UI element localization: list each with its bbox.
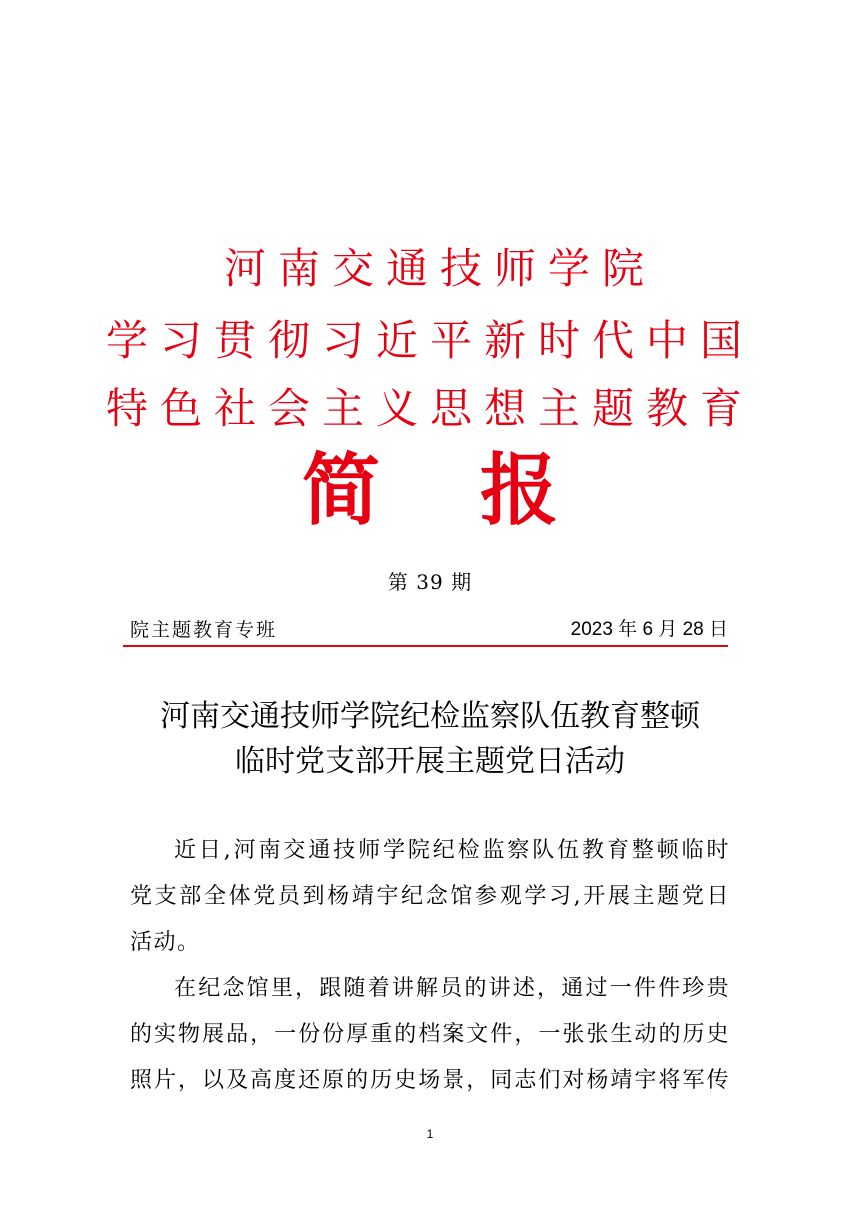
article-title-line-2: 临时党支部开展主题党日活动 — [235, 744, 625, 779]
issue-number: 第 39 期 — [387, 570, 473, 594]
paragraph-line: 的实物展品，一份份厚重的档案文件，一张张生动的历史 — [130, 1022, 730, 1047]
department-label: 院主题教育专班 — [130, 619, 278, 641]
bulletin-title-char-2: 报 — [480, 445, 559, 536]
paragraph-line: 活动。 — [130, 930, 201, 955]
header-divider — [123, 645, 728, 647]
paragraph-1 — [130, 828, 730, 966]
paragraph-line: 照片，以及高度还原的历史场景，同志们对杨靖宇将军传 — [130, 1068, 730, 1093]
paragraph-line: 在纪念馆里，跟随着讲解员的讲述，通过一件件珍贵 — [174, 976, 730, 1001]
page-number: 1 — [426, 1127, 434, 1141]
meta-row — [123, 618, 728, 642]
header-line-1: 河南交通技师学院 — [223, 244, 656, 293]
article-title-line-1: 河南交通技师学院纪检监察队伍教育整顿 — [160, 699, 700, 734]
bulletin-title — [0, 445, 860, 536]
date-label: 2023 年 6 月 28 日 — [570, 619, 728, 640]
paragraph-2 — [130, 966, 730, 1104]
paragraph-line: 党支部全体党员到杨靖宇纪念馆参观学习,开展主题党日 — [130, 884, 730, 909]
paragraph-line: 近日,河南交通技师学院纪检监察队伍教育整顿临时 — [174, 838, 730, 863]
header-line-3: 特色社会主义思想主题教育 — [105, 384, 754, 433]
bulletin-title-char-1: 简 — [301, 445, 380, 536]
header-line-2: 学习贯彻习近平新时代中国 — [105, 316, 754, 365]
